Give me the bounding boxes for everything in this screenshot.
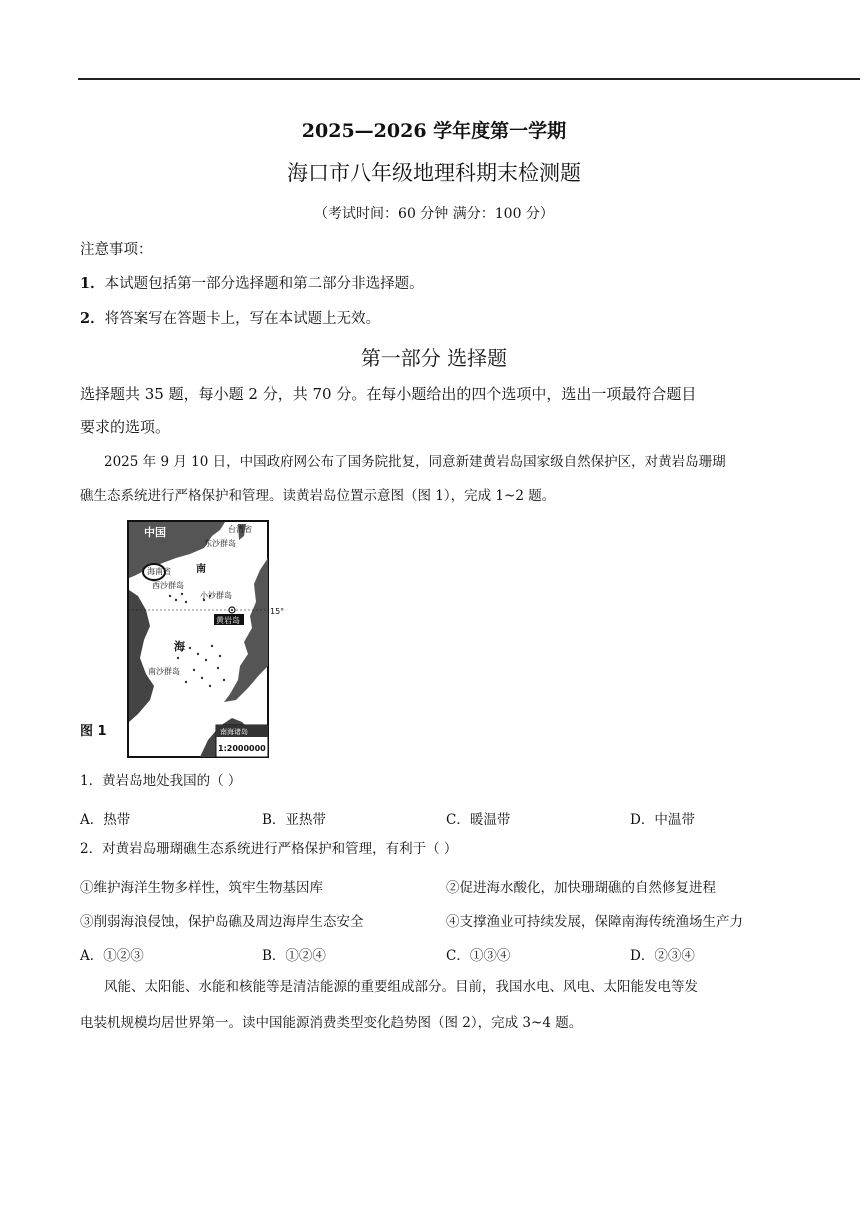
notice-heading: 注意事项： <box>80 242 153 258</box>
section-intro-line-2: 要求的选项。 <box>80 418 171 436</box>
label-nan: 南 <box>196 564 206 575</box>
q2-statement-1: ①维护海洋生物多样性，筑牢生物基因库 <box>80 880 323 896</box>
map-scale: 1:2000000 <box>218 744 266 753</box>
q2-statement-2: ②促进海水酸化，加快珊瑚礁的自然修复进程 <box>446 880 716 896</box>
section-intro-line-1: 选择题共 35 题，每小题 2 分，共 70 分。在每小题给出的四个选项中，选出一项最符合题目 <box>80 385 697 403</box>
q2-statement-4: ④支撑渔业可持续发展，保障南海传统渔场生产力 <box>446 914 743 930</box>
figure-1-label: 图 1 <box>80 724 107 739</box>
q1-option-d: D．中温带 <box>630 812 695 828</box>
section-title: 第一部分 选择题 <box>360 346 508 370</box>
label-china: 中国 <box>144 526 166 539</box>
q1-stem: 1．黄岩岛地处我国的（ ） <box>80 773 242 789</box>
label-xiaosha: 小沙群岛 <box>200 591 232 600</box>
q2-option-c: C．①③④ <box>446 948 511 964</box>
passage1-line-1: 2025 年 9 月 10 日，中国政府网公布了国务院批复，同意新建黄岩岛国家级自然保护区，对黄岩岛珊瑚 <box>104 454 726 470</box>
header-rule <box>78 78 860 80</box>
passage2-line-1: 风能、太阳能、水能和核能等是清洁能源的重要组成部分。目前，我国水电、风电、太阳能发电等发 <box>104 979 698 995</box>
title-exam-name: 海口市八年级地理科期末检测题 <box>287 161 581 185</box>
notice-item-1: 1．本试题包括第一部分选择题和第二部分非选择题。 <box>80 275 424 292</box>
inset-title: 南海诸岛 <box>220 728 248 736</box>
title-year-term: 2025—2026 学年度第一学期 <box>301 120 567 142</box>
q1-option-b: B．亚热带 <box>262 812 326 828</box>
label-taiwan: 台湾省 <box>228 525 252 534</box>
q1-option-a: A．热带 <box>80 812 131 828</box>
passage1-line-2: 礁生态系统进行严格保护和管理。读黄岩岛位置示意图（图 1），完成 1~2 题。 <box>80 488 556 504</box>
latitude-label: 15° <box>270 607 285 616</box>
huangyan-island-map <box>120 518 288 762</box>
exam-info: （考试时间：60 分钟 满分：100 分） <box>314 206 554 222</box>
label-dongsha: 东沙群岛 <box>204 539 236 548</box>
label-nansha: 南沙群岛 <box>148 667 180 676</box>
q2-option-a: A．①②③ <box>80 948 144 964</box>
label-xisha: 西沙群岛 <box>152 581 184 590</box>
notice-item-2: 2．将答案写在答题卡上，写在本试题上无效。 <box>80 310 381 327</box>
q2-statement-3: ③削弱海浪侵蚀，保护岛礁及周边海岸生态安全 <box>80 914 364 930</box>
q2-stem: 2．对黄岩岛珊瑚礁生态系统进行严格保护和管理，有利于（ ） <box>80 841 458 857</box>
q2-option-b: B．①②④ <box>262 948 326 964</box>
label-huangyan: 黄岩岛 <box>216 616 240 625</box>
label-hainan: 海南省 <box>147 567 171 576</box>
q1-option-c: C．暖温带 <box>446 812 511 828</box>
passage2-line-2: 电装机规模均居世界第一。读中国能源消费类型变化趋势图（图 2），完成 3~4 题。 <box>80 1015 583 1031</box>
label-hai: 海 <box>174 640 185 653</box>
q2-option-d: D．②③④ <box>630 948 695 964</box>
